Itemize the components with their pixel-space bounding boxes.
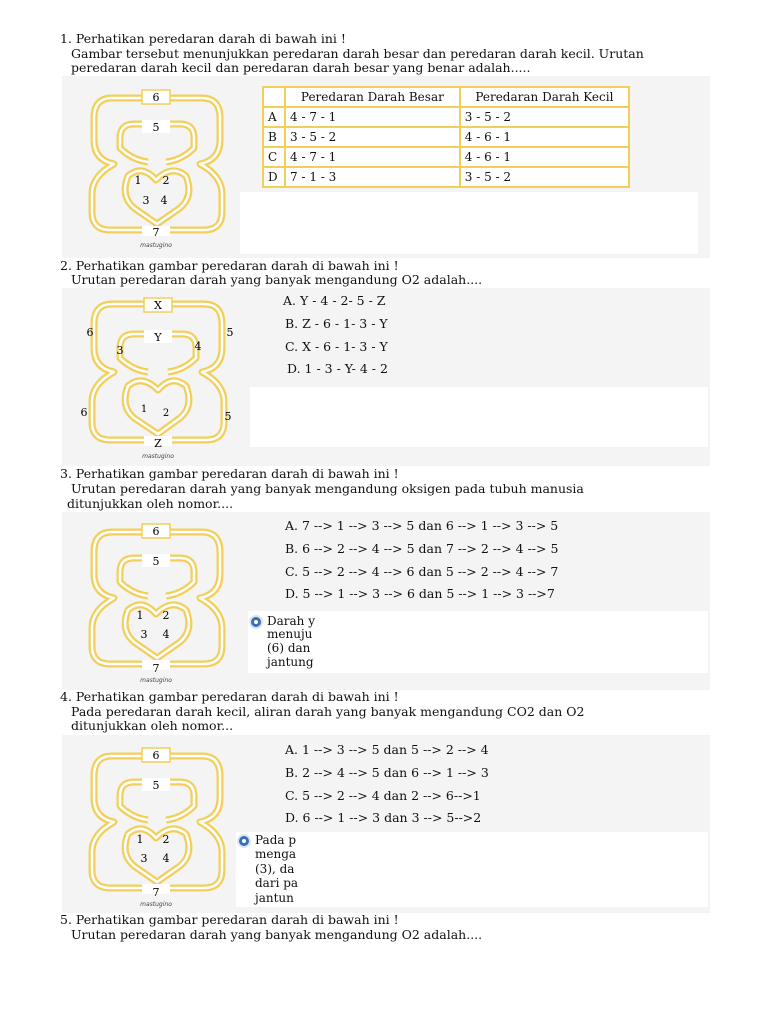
- q3-label-5: 5: [152, 555, 160, 568]
- q4-answer-line-3: (3), da: [255, 862, 295, 876]
- table-header-cell: Peredaran Darah Kecil: [460, 87, 629, 107]
- q1-line1: Gambar tersebut menunjukkan peredaran darah besar dan peredaran darah kecil. Urutan: [71, 46, 644, 61]
- table-cell: B: [263, 127, 285, 147]
- q4-line2: ditunjukkan oleh nomor...: [71, 718, 234, 733]
- table-cell: D: [263, 167, 285, 187]
- q1-label-1: 1: [134, 174, 142, 187]
- table-header-cell: Peredaran Darah Besar: [285, 87, 460, 107]
- q3-answer-box: [248, 611, 708, 673]
- q2-label-y: Y: [154, 331, 162, 344]
- q3-label-3: 3: [140, 628, 148, 641]
- q1-table: [262, 86, 630, 188]
- table-row: [263, 147, 629, 167]
- q4-label-2: 2: [162, 833, 170, 846]
- q3-option-d[interactable]: D. 5 --> 1 --> 3 --> 6 dan 5 --> 1 --> 3 -->7: [285, 586, 555, 601]
- table-cell: 3 - 5 - 2: [460, 107, 629, 127]
- q2-option-c[interactable]: C. X - 6 - 1- 3 - Y: [285, 339, 388, 354]
- q1-credit: mastugino: [140, 242, 172, 249]
- table-cell: 4 - 7 - 1: [285, 147, 460, 167]
- q3-line1: Urutan peredaran darah yang banyak mengandung oksigen pada tubuh manusia: [71, 481, 584, 496]
- q3-label-2: 2: [162, 609, 170, 622]
- q2-credit: mastugino: [142, 453, 174, 460]
- q2-label-2: 2: [162, 408, 170, 419]
- q1-circulation-diagram: [82, 84, 232, 252]
- q2-label-6-top: 6: [86, 326, 94, 339]
- table-cell: 3 - 5 - 2: [460, 167, 629, 187]
- q2-option-d[interactable]: D. 1 - 3 - Y- 4 - 2: [287, 361, 388, 376]
- q1-line2: peredaran darah kecil dan peredaran darah besar yang benar adalah.....: [71, 60, 531, 75]
- q4-option-b[interactable]: B. 2 --> 4 --> 5 dan 6 --> 1 --> 3: [285, 765, 489, 780]
- q4-option-a[interactable]: A. 1 --> 3 --> 5 dan 5 --> 2 --> 4: [285, 742, 489, 757]
- q5-line1: Urutan peredaran darah yang banyak mengandung O2 adalah....: [71, 927, 483, 942]
- q1-label-3: 3: [142, 194, 150, 207]
- q4-label-3: 3: [140, 852, 148, 865]
- q4-label-7: 7: [152, 886, 160, 899]
- q4-option-c[interactable]: C. 5 --> 2 --> 4 dan 2 --> 6-->1: [285, 788, 481, 803]
- q2-label-x: X: [154, 299, 162, 312]
- q3-label-1: 1: [136, 609, 144, 622]
- q3-label-6: 6: [152, 525, 160, 538]
- q4-label-6: 6: [152, 749, 160, 762]
- q4-answer-line-5: jantun: [255, 891, 294, 905]
- q2-label-6-bottom: 6: [80, 406, 88, 419]
- q4-label-4: 4: [162, 852, 170, 865]
- q2-label-5-top: 5: [226, 326, 234, 339]
- q4-line1: Pada peredaran darah kecil, aliran darah yang banyak mengandung CO2 dan O2: [71, 704, 585, 719]
- q4-circulation-diagram: [82, 742, 232, 910]
- q3-option-c[interactable]: C. 5 --> 2 --> 4 --> 6 dan 5 --> 2 --> 4 --> 7: [285, 564, 559, 579]
- table-header-cell: [263, 87, 285, 107]
- q3-line2: ditunjukkan oleh nomor....: [67, 496, 234, 511]
- q3-option-a[interactable]: A. 7 --> 1 --> 3 --> 5 dan 6 --> 1 --> 3 --> 5: [285, 518, 559, 533]
- q2-circulation-diagram: [72, 292, 242, 462]
- q4-label-1: 1: [136, 833, 144, 846]
- q4-label-5: 5: [152, 779, 160, 792]
- table-header-row: [263, 87, 629, 107]
- table-cell: 4 - 7 - 1: [285, 107, 460, 127]
- q3-circulation-diagram: [82, 518, 232, 686]
- q2-option-b[interactable]: B. Z - 6 - 1- 3 - Y: [285, 316, 388, 331]
- q1-label-7: 7: [152, 226, 160, 239]
- q1-blank-area: [240, 192, 698, 254]
- table-cell: C: [263, 147, 285, 167]
- q4-title: 4. Perhatikan gambar peredaran darah di bawah ini !: [60, 689, 399, 704]
- q3-radio-selected[interactable]: [251, 617, 261, 627]
- table-row: [263, 167, 629, 187]
- q2-option-a[interactable]: A. Y - 4 - 2- 5 - Z: [283, 293, 386, 308]
- table-cell: A: [263, 107, 285, 127]
- q2-label-z: Z: [154, 437, 162, 450]
- q4-option-d[interactable]: D. 6 --> 1 --> 3 dan 3 --> 5-->2: [285, 810, 482, 825]
- q4-answer-box: [236, 832, 708, 907]
- q1-title: 1. Perhatikan peredaran darah di bawah ini !: [60, 31, 346, 46]
- q1-label-6: 6: [152, 91, 160, 104]
- q2-blank-area: [250, 387, 708, 447]
- table-cell: 4 - 6 - 1: [460, 147, 629, 167]
- q2-line1: Urutan peredaran darah yang banyak mengandung O2 adalah....: [71, 272, 483, 287]
- q4-answer-line-4: dari pa: [255, 876, 299, 890]
- q3-answer-line-2: menuju: [267, 627, 313, 641]
- q3-label-4: 4: [162, 628, 170, 641]
- table-row: [263, 107, 629, 127]
- q3-answer-line-3: (6) dan: [267, 641, 311, 655]
- q2-label-5-bottom: 5: [224, 410, 232, 423]
- q3-label-7: 7: [152, 662, 160, 675]
- q4-radio-selected[interactable]: [239, 836, 249, 846]
- q3-answer-line-1: Darah y: [267, 614, 315, 628]
- q3-title: 3. Perhatikan gambar peredaran darah di bawah ini !: [60, 466, 399, 481]
- q5-title: 5. Perhatikan gambar peredaran darah di bawah ini !: [60, 912, 399, 927]
- q1-label-5: 5: [152, 121, 160, 134]
- q4-credit: mastugino: [140, 901, 172, 908]
- table-cell: 4 - 6 - 1: [460, 127, 629, 147]
- q2-label-4: 4: [194, 340, 202, 353]
- q1-label-2: 2: [162, 174, 170, 187]
- q3-answer-line-4: jantung: [267, 655, 314, 669]
- q2-label-3: 3: [116, 344, 124, 357]
- q2-title: 2. Perhatikan gambar peredaran darah di bawah ini !: [60, 258, 399, 273]
- q1-label-4: 4: [160, 194, 168, 207]
- table-row: [263, 127, 629, 147]
- q4-answer-line-2: menga: [255, 847, 297, 861]
- q3-credit: mastugino: [140, 677, 172, 684]
- table-cell: 7 - 1 - 3: [285, 167, 460, 187]
- table-cell: 3 - 5 - 2: [285, 127, 460, 147]
- q2-label-1: 1: [140, 404, 148, 415]
- q3-option-b[interactable]: B. 6 --> 2 --> 4 --> 5 dan 7 --> 2 --> 4 --> 5: [285, 541, 559, 556]
- q4-answer-line-1: Pada p: [255, 833, 297, 847]
